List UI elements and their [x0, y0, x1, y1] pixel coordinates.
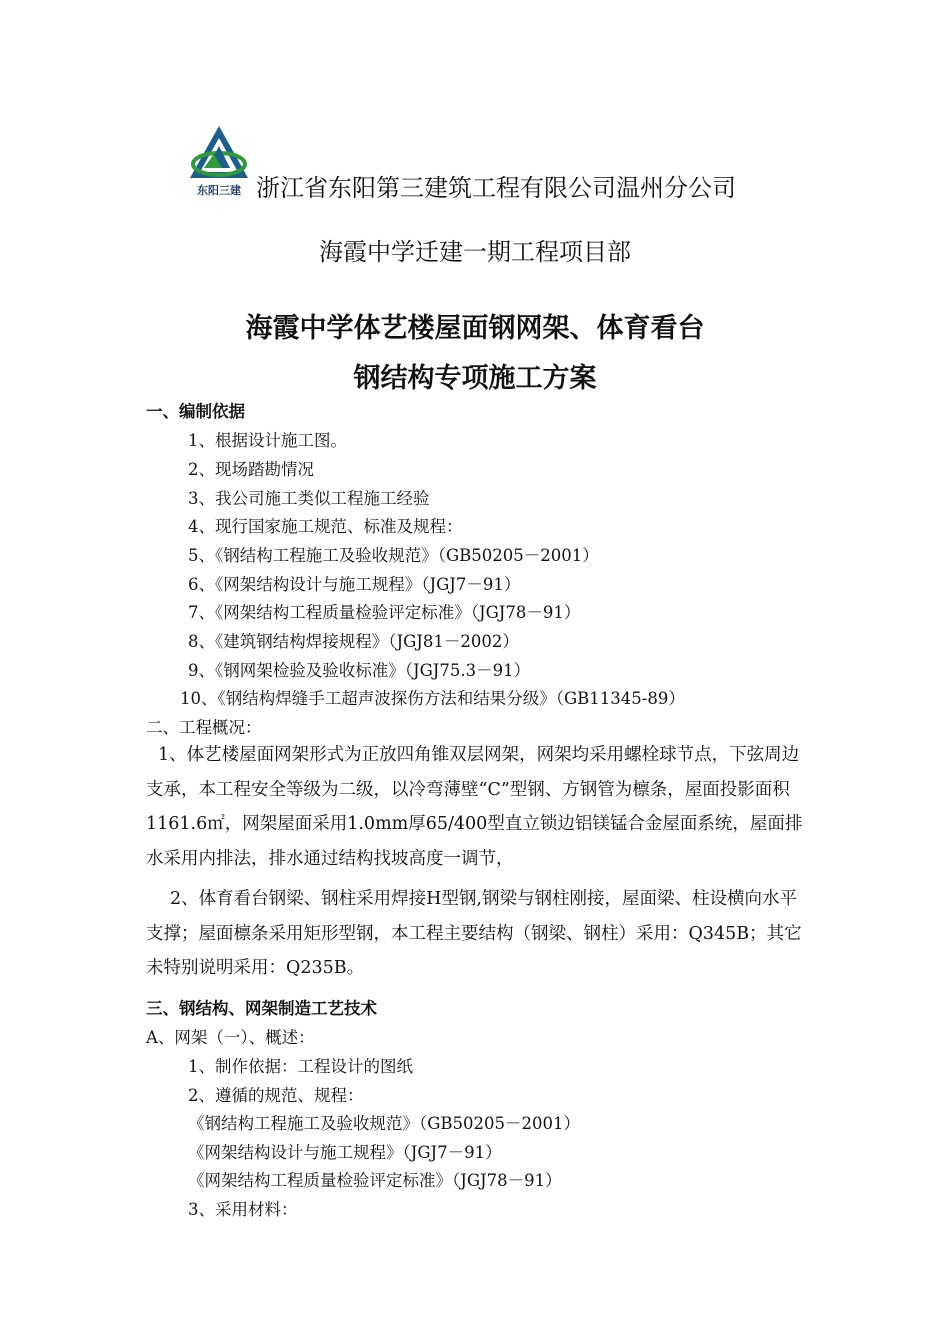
project-department: 海霞中学迁建一期工程项目部 [319, 238, 631, 266]
list-item: 7、《网架结构工程质量检验评定标准》（JGJ78－91） [188, 603, 581, 622]
list-item: 1、根据设计施工图。 [188, 431, 347, 450]
list-item: 9、《钢网架检验及验收标准》（JGJ75.3－91） [188, 661, 531, 680]
company-name: 浙江省东阳第三建筑工程有限公司温州分公司 [256, 174, 736, 202]
logo-text: 东阳三建 [197, 184, 241, 197]
list-item: 5、《钢结构工程施工及验收规范》（GB50205－2001） [188, 546, 599, 565]
section-heading: 二、工程概况： [146, 718, 262, 737]
paragraph: 2、体育看台钢梁、钢柱采用焊接H型钢,钢梁与钢柱刚接，屋面梁、柱设横向水平支撑；屋面檩条采用矩形型钢，本工程主要结构（钢梁、钢柱）采用：Q345B；其它未特别说明采用：Q235B。 [146, 889, 802, 978]
list-item: 3、我公司施工类似工程施工经验 [188, 489, 430, 508]
document-title-line-2: 钢结构专项施工方案 [353, 363, 597, 394]
subsection-heading: A、网架（一）、概述： [146, 1028, 315, 1047]
list-item: 2、遵循的规范、规程： [188, 1086, 364, 1105]
list-item: 《钢结构工程施工及验收规范》（GB50205－2001） [188, 1114, 581, 1133]
list-item: 6、《网架结构设计与施工规程》（JGJ7－91） [188, 575, 521, 594]
list-item: 《网架结构设计与施工规程》（JGJ7－91） [188, 1143, 502, 1162]
list-item: 1、制作依据：工程设计的图纸 [188, 1057, 413, 1076]
company-logo [186, 124, 252, 198]
list-item: 2、现场踏勘情况 [188, 460, 314, 479]
paragraph: 1、体艺楼屋面网架形式为正放四角锥双层网架，网架均采用螺栓球节点，下弦周边支承，本工程安全等级为二级，以冷弯薄壁“C”型钢、方钢管为檩条，屋面投影面积1161.6㎡，网架屋面采用1.0mm厚65/400型直立锁边铝镁锰合金屋面系统，屋面排水采用内排法，排水通过结构找坡高度一调节， [146, 745, 803, 869]
document-title-line-1: 海霞中学体艺楼屋面钢网架、体育看台 [245, 313, 705, 344]
list-item: 10、《钢结构焊缝手工超声波探伤方法和结果分级》（GB11345-89） [180, 689, 685, 708]
list-item: 3、采用材料： [188, 1200, 298, 1219]
list-item: 4、现行国家施工规范、标准及规程： [188, 517, 463, 536]
section-heading: 一、编制依据 [146, 402, 245, 421]
list-item: 《网架结构工程质量检验评定标准》（JGJ78－91） [188, 1171, 562, 1190]
section-heading: 三、钢结构、网架制造工艺技术 [146, 999, 377, 1018]
list-item: 8、《建筑钢结构焊接规程》（JGJ81－2002） [188, 632, 519, 651]
